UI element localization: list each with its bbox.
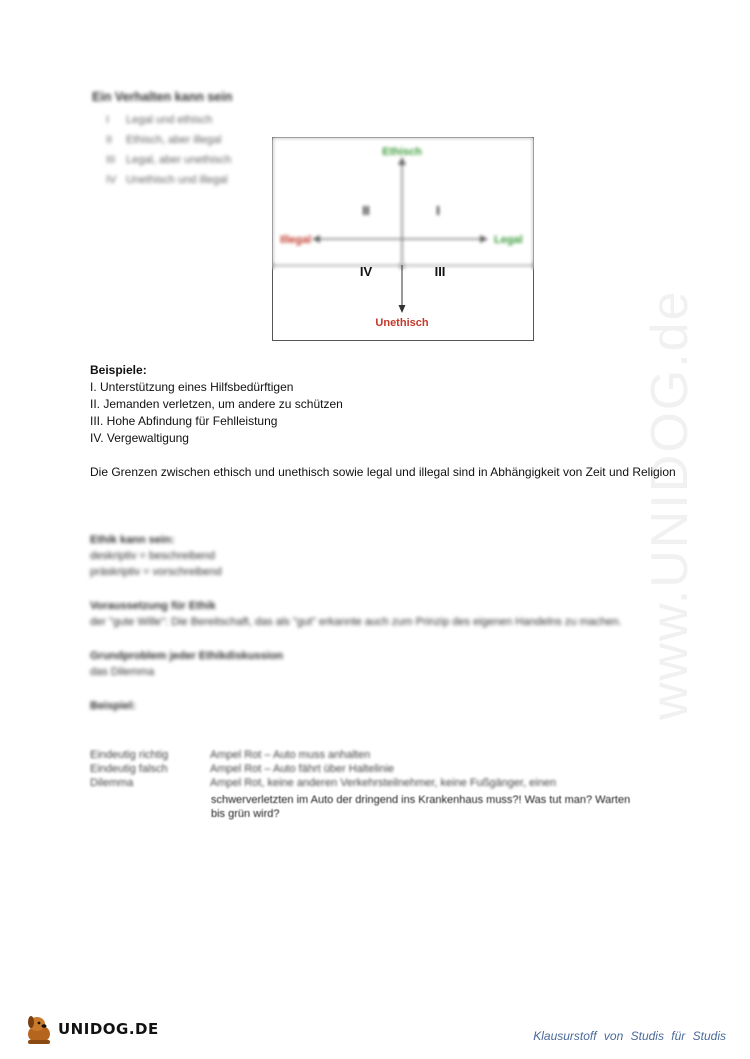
table-row: Eindeutig richtig Ampel Rot – Auto muss anhalten	[90, 749, 371, 761]
example-line: II. Jemanden verletzen, um andere zu schützen	[90, 397, 343, 411]
dilemma-continuation: schwerverletzten im Auto der dringend ins Krankenhaus muss?! Was tut man? Warten bis grün wird?	[211, 794, 631, 820]
list-item: I Legal und ethisch	[106, 114, 213, 126]
examples-title: Beispiele:	[90, 363, 147, 377]
quadrant-I: I	[436, 203, 440, 218]
label-legal: Legal	[494, 234, 523, 246]
watermark: www.UNIDOG.de	[641, 289, 699, 720]
label-unethisch: Unethisch	[375, 317, 429, 329]
ethik-line: präskriptiv = vorschreibend	[90, 566, 222, 578]
list-item: IV Unethisch und illegal	[106, 174, 228, 186]
voraussetzung-text: der "gute Wille": Die Bereitschaft, das als "gut" erkannte auch zum Prinzip des eigenen Handelns zu machen.	[90, 616, 622, 628]
unidog-logo	[22, 1012, 159, 1046]
table-row: Eindeutig falsch Ampel Rot – Auto fährt über Haltelinie	[90, 763, 395, 775]
ethik-heading: Ethik kann sein:	[90, 534, 175, 546]
beispiel-heading: Beispiel:	[90, 700, 136, 712]
dilemma-table	[90, 748, 590, 790]
brand-name: UNIDOG.DE	[58, 1020, 159, 1038]
quadrant-III: III	[434, 264, 446, 279]
example-line: I. Unterstützung eines Hilfsbedürftigen	[90, 380, 294, 394]
grundproblem-text: das Dilemma	[90, 666, 155, 678]
voraussetzung-heading: Voraussetzung für Ethik	[90, 600, 216, 612]
example-line: III. Hohe Abfindung für Fehlleistung	[90, 414, 278, 428]
footer-tagline: Klausurstoff von Studis für Studis	[533, 1029, 726, 1043]
quadrant-IV: IV	[359, 264, 373, 279]
boundary-paragraph: Die Grenzen zwischen ethisch und unethisch sowie legal und illegal sind in Abhängigkeit von Zeit und Religion	[90, 465, 676, 479]
table-row: Dilemma Ampel Rot, keine anderen Verkehrsteilnehmer, keine Fußgänger, einen	[90, 777, 557, 789]
ethik-line: deskriptiv = beschreibend	[90, 550, 216, 562]
label-illegal: Illegal	[280, 234, 312, 246]
examples-section	[90, 362, 690, 481]
behavior-list	[106, 110, 231, 190]
section-heading: Ein Verhalten kann sein	[92, 90, 233, 104]
list-item: II Ethisch, aber illegal	[106, 134, 222, 146]
quadrant-diagram	[272, 137, 534, 341]
grundproblem-heading: Grundproblem jeder Ethikdiskussion	[90, 650, 284, 662]
label-ethisch: Ethisch	[382, 146, 422, 158]
quadrant-II: II	[362, 203, 370, 218]
ethics-section	[90, 532, 670, 714]
example-line: IV. Vergewaltigung	[90, 431, 189, 445]
dog-mascot-icon	[22, 1012, 56, 1046]
list-item: III Legal, aber unethisch	[106, 154, 232, 166]
